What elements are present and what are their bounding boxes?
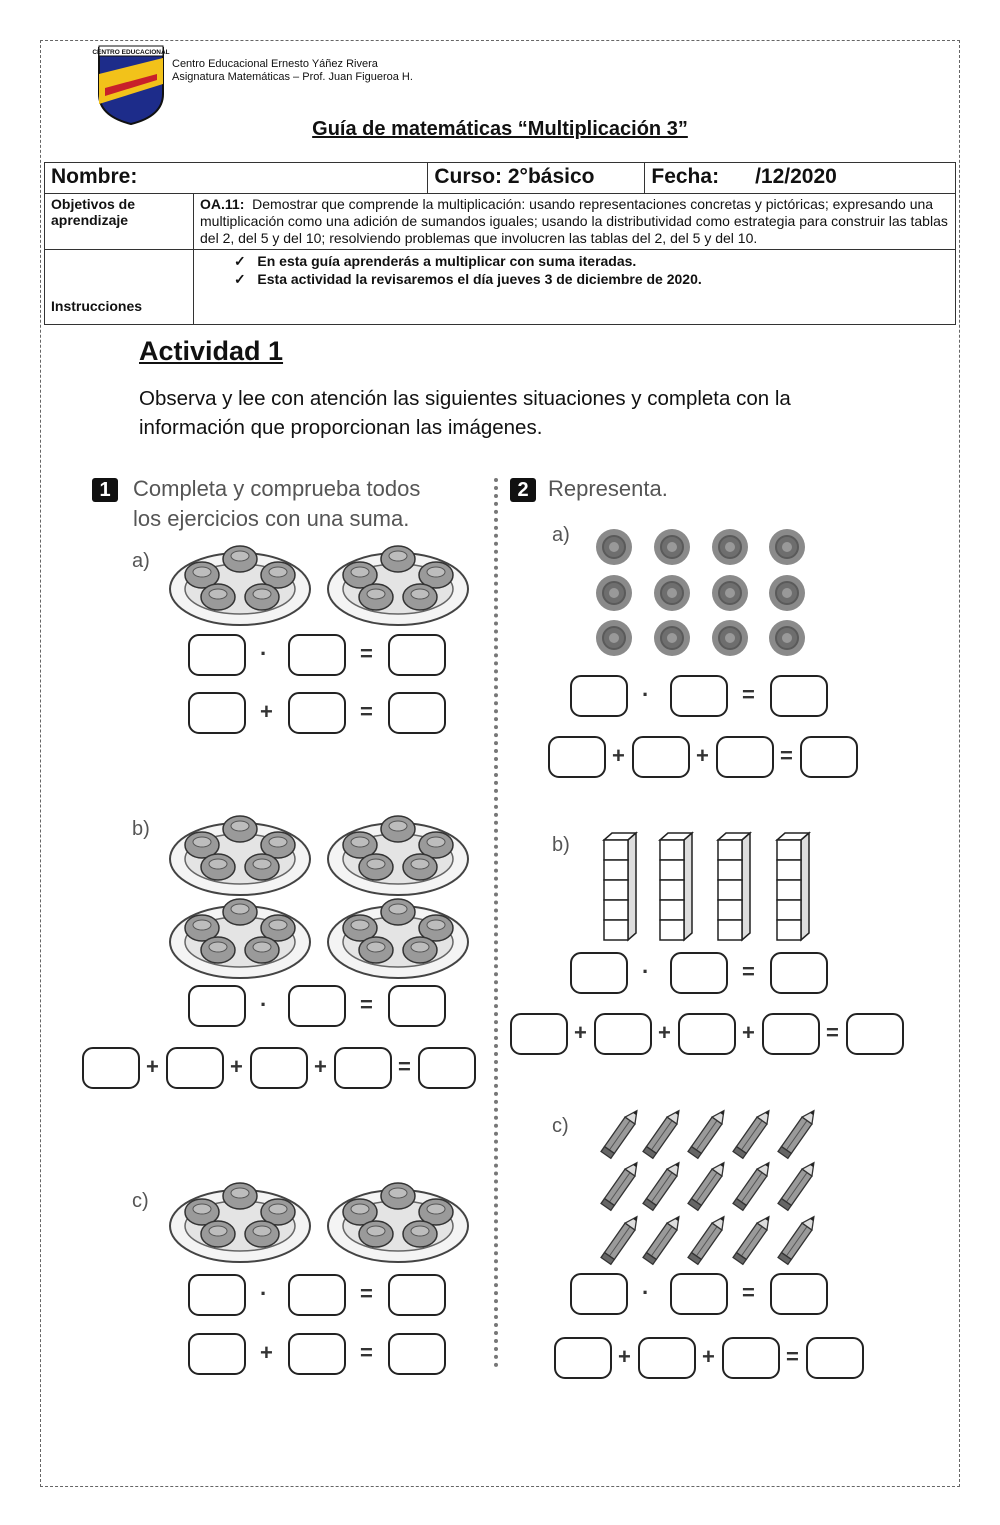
answer-box[interactable] [388,1333,446,1375]
page-title-text: Guía de matemáticas “Multiplicación 3” [312,118,688,140]
answer-box[interactable] [388,1274,446,1316]
plus-sign: + [146,1054,159,1079]
instruccion-item: ✓ Esta actividad la revisaremos el día jueves 3 de diciembre de 2020. [234,271,702,287]
bun [223,1183,257,1209]
bun [403,584,437,610]
plate-with-buns [170,546,310,625]
bun [403,937,437,963]
bun [201,584,235,610]
answer-box[interactable] [722,1337,780,1379]
plus-sign: + [574,1020,587,1045]
plate-with-buns [170,816,310,895]
pencil [733,1213,774,1264]
plus-sign: + [314,1054,327,1079]
answer-box[interactable] [334,1047,392,1089]
bun [245,854,279,880]
cube-tower [718,833,750,940]
school-name: Centro Educacional Ernesto Yáñez Rivera [172,58,378,70]
answer-box[interactable] [188,634,246,676]
bun [245,584,279,610]
s2-label-b: b) [552,834,570,856]
bun [201,1221,235,1247]
logo-text: CENTRO EDUCACIONAL [92,49,170,56]
equals-sign: = [398,1054,411,1079]
pencil [601,1107,642,1158]
section1-heading-line1: Completa y comprueba todos [133,476,421,501]
cube-tower [604,833,636,940]
answer-box[interactable] [188,985,246,1027]
equals-sign: = [742,959,755,984]
answer-box[interactable] [770,675,828,717]
answer-box[interactable] [388,692,446,734]
objetivos-label: Objetivos de aprendizaje [45,194,194,250]
pencil [778,1107,819,1158]
bun [223,816,257,842]
section1-number: 1 [92,478,118,502]
bun [223,899,257,925]
flower [769,575,805,611]
times-sign: · [642,682,650,707]
flower [596,529,632,565]
bun [403,854,437,880]
answer-box[interactable] [570,952,628,994]
bun [201,854,235,880]
answer-box[interactable] [554,1337,612,1379]
answer-box[interactable] [188,1274,246,1316]
plate-with-buns [170,1183,310,1262]
answer-box[interactable] [770,1273,828,1315]
answer-box[interactable] [800,736,858,778]
s1-label-b: b) [132,818,150,840]
plus-sign: + [742,1020,755,1045]
pencil [643,1159,684,1210]
plate-with-buns [170,899,310,978]
activity-instruction: Observa y lee con atención las siguientes situaciones y completa con la información que proporcionan las imágenes. [139,387,791,439]
answer-box[interactable] [288,985,346,1027]
pencil [601,1213,642,1264]
plus-sign: + [612,743,625,768]
answer-box[interactable] [762,1013,820,1055]
pencil [643,1213,684,1264]
activity-title: Actividad 1 [139,336,284,366]
check-icon: ✓ [234,253,246,269]
plus-sign: + [618,1344,631,1369]
answer-box[interactable] [678,1013,736,1055]
flower [712,575,748,611]
flower [596,575,632,611]
answer-box[interactable] [510,1013,568,1055]
equals-sign: = [742,682,755,707]
pencil [733,1159,774,1210]
s1-label-c: c) [132,1190,149,1212]
equals-sign: = [786,1344,799,1369]
flower [654,529,690,565]
cube-tower [660,833,692,940]
plus-sign: + [260,1340,273,1365]
answer-box[interactable] [388,634,446,676]
objetivos-code: OA.11: [200,196,245,212]
answer-box[interactable] [288,1274,346,1316]
school-subject: Asignatura Matemáticas – Prof. Juan Figueroa H. [172,71,413,83]
answer-box[interactable] [288,692,346,734]
section2-heading: Representa. [548,476,668,501]
plate-with-buns [328,816,468,895]
pencil [733,1107,774,1158]
answer-box[interactable] [846,1013,904,1055]
bun [359,854,393,880]
bun [245,937,279,963]
answer-box[interactable] [638,1337,696,1379]
answer-box[interactable] [548,736,606,778]
answer-box[interactable] [388,985,446,1027]
equals-sign: = [360,641,373,666]
equals-sign: = [360,1340,373,1365]
cube-tower [777,833,809,940]
flower [654,620,690,656]
answer-box[interactable] [250,1047,308,1089]
instrucciones-label: Instrucciones [45,250,194,325]
answer-box[interactable] [418,1047,476,1089]
bun [223,546,257,572]
plate-with-buns [328,1183,468,1262]
flower [712,529,748,565]
pencil [778,1213,819,1264]
s2-label-c: c) [552,1115,569,1137]
plate-with-buns [328,899,468,978]
answer-box[interactable] [188,692,246,734]
equals-sign: = [360,1281,373,1306]
flower [654,575,690,611]
answer-box[interactable] [716,736,774,778]
answer-box[interactable] [670,952,728,994]
answer-box[interactable] [188,1333,246,1375]
answer-box[interactable] [82,1047,140,1089]
answer-box[interactable] [288,634,346,676]
answer-box[interactable] [806,1337,864,1379]
answer-box[interactable] [288,1333,346,1375]
curso-label: Curso: 2°básico [434,165,595,188]
instruccion-item: ✓ En esta guía aprenderás a multiplicar con suma iteradas. [234,253,637,269]
pencil [643,1107,684,1158]
pencil [601,1159,642,1210]
check-icon: ✓ [234,271,246,287]
section2-number: 2 [510,478,536,502]
nombre-label: Nombre: [51,165,138,188]
flower [712,620,748,656]
pencil [688,1159,729,1210]
answer-box[interactable] [770,952,828,994]
plate-with-buns [328,546,468,625]
flower [769,620,805,656]
flower [769,529,805,565]
times-sign: · [260,641,268,666]
pencil [688,1107,729,1158]
section1-heading-line2: los ejercicios con una suma. [133,506,410,531]
answer-box[interactable] [670,1273,728,1315]
equals-sign: = [826,1020,839,1045]
answer-box[interactable] [632,736,690,778]
plus-sign: + [260,699,273,724]
answer-box[interactable] [570,675,628,717]
pencil [688,1213,729,1264]
equals-sign: = [742,1280,755,1305]
times-sign: · [260,1281,268,1306]
equals-sign: = [780,743,793,768]
plus-sign: + [230,1054,243,1079]
s1-label-a: a) [132,550,150,572]
times-sign: · [260,992,268,1017]
answer-box[interactable] [594,1013,652,1055]
answer-box[interactable] [670,675,728,717]
answer-box[interactable] [570,1273,628,1315]
bun [403,1221,437,1247]
bun [359,937,393,963]
times-sign: · [642,959,650,984]
bun [201,937,235,963]
equals-sign: = [360,699,373,724]
bun [381,899,415,925]
plus-sign: + [702,1344,715,1369]
pencil [778,1159,819,1210]
bun [245,1221,279,1247]
fecha-value: /12/2020 [755,165,837,188]
bun [381,816,415,842]
plus-sign: + [658,1020,671,1045]
objetivos-description: Demostrar que comprende la multiplicación: usando representaciones concretas y pictóricas; expresando una multiplicación como una adición de sumandos iguales; usando la distributividad como estrategia para construir las tablas del 2, del 5 y del 10; resolviendo problemas que involucren las tablas del 2, del 5 y del 10. [200,196,948,246]
equals-sign: = [360,992,373,1017]
flower [596,620,632,656]
bun [359,584,393,610]
fecha-label: Fecha: [651,165,720,188]
s2-label-a: a) [552,524,570,546]
plus-sign: + [696,743,709,768]
answer-box[interactable] [166,1047,224,1089]
bun [381,546,415,572]
bun [359,1221,393,1247]
bun [381,1183,415,1209]
times-sign: · [642,1280,650,1305]
